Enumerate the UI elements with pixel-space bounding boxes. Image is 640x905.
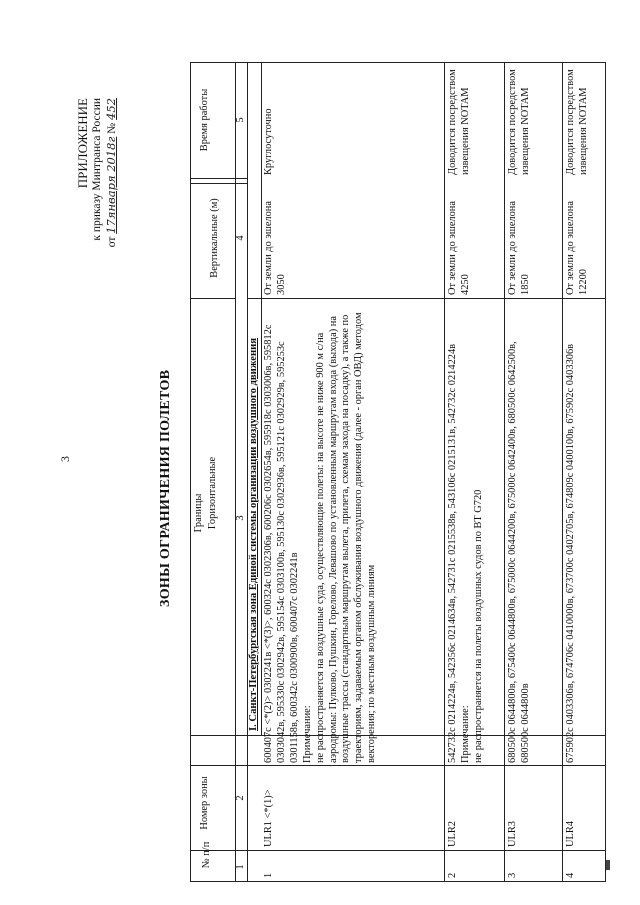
header-num: № п/п xyxy=(201,841,212,869)
row1-vertical: От земли до эшелона 3050 xyxy=(263,201,287,295)
row2-vertical: От земли до эшелона 4250 xyxy=(447,201,471,295)
row4-time: Доводится посредством извещения NOTAM xyxy=(565,69,589,175)
date-prefix: от xyxy=(106,236,118,248)
row3-vertical: От земли до эшелона 1850 xyxy=(507,201,531,295)
page-number: 3 xyxy=(58,456,72,462)
appendix-order-line: к приказу Минтранса России xyxy=(91,98,103,241)
column-number-5: 5 xyxy=(235,117,246,123)
header-bounds: Границы xyxy=(193,493,204,533)
header-horizontal: Горизонтальные xyxy=(207,456,218,530)
row2-note: не распространяется на полеты воздушных судов по ВТ G720 xyxy=(472,489,484,763)
row4-zone: ULR4 xyxy=(565,821,576,847)
header-time: Время работы xyxy=(199,88,210,152)
row2-coords: 542732с 0214224в, 542356с 0214634в, 542731с 0215538в, 543106с 0215131в, 542732с 0214224в xyxy=(447,343,458,763)
row1-zone: ULR1 <*(1)> xyxy=(263,789,274,847)
row1-coords: 600407с <*(2)> 0302241в <*(3)>, 600324с 0302306в, 600206с 0302654в, 595918с 0303006в, 595812с 0303042в, 595330с 0302942в, 595154с 0303100в, 595130с 0302936в, 595121с 0302929в, 595253с 0301158в, 600342с 0300900в, 600407с 0302241в xyxy=(263,324,300,763)
row2-time: Доводится посредством извещения NOTAM xyxy=(447,69,471,175)
column-number-2: 2 xyxy=(235,795,246,801)
row3-num: 3 xyxy=(507,872,518,878)
header-vertical: Вертикальные (м) xyxy=(209,198,220,278)
row1-horizontal xyxy=(263,303,379,763)
row2-num: 2 xyxy=(447,872,458,878)
document-title: ЗОНЫ ОГРАНИЧЕНИЯ ПОЛЕТОВ xyxy=(158,369,173,607)
row1-num: 1 xyxy=(263,872,274,878)
handwritten-number: 452 xyxy=(104,98,118,120)
row3-time: Доводится посредством извещения NOTAM xyxy=(507,69,531,175)
row4-horizontal: 675902с 0403306в, 674706с 0410000в, 673700с 0402705в, 674809с 0400100в, 675902с 0403306в xyxy=(565,343,576,763)
number-prefix: № xyxy=(106,122,118,134)
row2-zone: ULR2 xyxy=(447,821,458,847)
appendix-header xyxy=(76,98,119,268)
restriction-zones-table xyxy=(190,62,606,882)
row3-horizontal: 680500с 0644800в, 675400с 0644800в, 675000с 0644200в, 675000с 0642400в, 680500с 0642500в, 680500с 0644800в xyxy=(507,341,531,763)
handwritten-date: 17января 2018г xyxy=(104,136,118,234)
row2-horizontal xyxy=(447,303,486,763)
header-zone: Номер зоны xyxy=(199,776,210,830)
row2-note-label: Примечание: xyxy=(459,705,471,763)
appendix-date-line xyxy=(104,98,119,268)
row4-vertical: От земли до эшелона 12200 xyxy=(565,201,589,295)
scan-mark xyxy=(606,860,610,870)
row4-num: 4 xyxy=(565,872,576,878)
row3-zone: ULR3 xyxy=(507,821,518,847)
row1-note-label: Примечание: xyxy=(301,705,313,763)
row1-time: Круглосуточно xyxy=(263,108,274,175)
appendix-title: ПРИЛОЖЕНИЕ xyxy=(75,98,90,189)
section-title: I. Санкт-Петербургская зона Единой системы организации воздушного движения xyxy=(248,338,259,731)
row1-note: не распространяется на воздушные суда, осуществляющие полеты: на высоте не ниже 900 м с/на аэродромы: Пулково, Пушкин, Горелово, Левашово по установленным маршрутам входа (выхода) на воздушные трассы (стандартным маршрутам вылета, прилета, схемам захода на посадку), а также по траекториям, задаваемым органом обслуживания воздушного движения (далее - орган ОВД) методом векторения; по местным воздушным линиям xyxy=(314,312,378,763)
column-number-1: 1 xyxy=(235,864,246,870)
column-number-4: 4 xyxy=(235,235,246,241)
column-number-3: 3 xyxy=(235,515,246,521)
